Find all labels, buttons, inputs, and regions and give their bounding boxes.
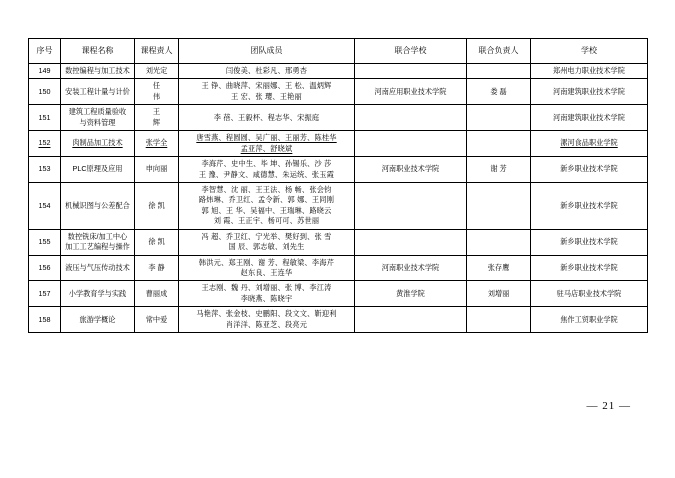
table-row [29, 281, 648, 307]
team-members [179, 255, 355, 281]
course-leader-line: 徐 凯 [148, 200, 165, 210]
team-members-line: 王 豫、尹静文、咸德慧、朱运统、张玉霞 [198, 169, 335, 179]
course-leader-line: 刘光定 [145, 66, 168, 75]
joint-leader [467, 79, 531, 105]
university-line: 新乡职业技术学院 [560, 262, 618, 272]
course-leader [135, 281, 179, 307]
joint-school-line: 河南应用职业技术学院 [374, 86, 447, 96]
course-name [61, 131, 135, 157]
course-leader [135, 229, 179, 255]
row-number: 158 [29, 307, 61, 333]
course-leader-line: 申向丽 [145, 164, 168, 174]
university [531, 229, 648, 255]
column-header-university: 学校 [531, 39, 648, 64]
course-leader-line: 李 静 [148, 262, 165, 272]
course-leader-line: 伟 [152, 91, 161, 101]
joint-leader [467, 229, 531, 255]
team-members-line: 李 蓓、王毅杯、程志华、宋振庭 [213, 112, 320, 122]
team-members-line: 国 辰、郭志敏、刘先生 [228, 242, 305, 252]
course-leader [135, 131, 179, 157]
course-name-line: 液压与气压传动技术 [65, 262, 130, 272]
joint-school [355, 281, 467, 307]
table-body [29, 64, 648, 333]
team-members [179, 157, 355, 183]
row-number: 150 [29, 79, 61, 105]
course-name-line: 数控编程与加工技术 [65, 66, 130, 75]
column-header-course-name: 课程名称 [61, 39, 135, 64]
row-number: 151 [29, 105, 61, 131]
course-leader [135, 307, 179, 333]
course-name-line: 机械识图与公差配合 [65, 200, 130, 210]
table-row [29, 131, 648, 157]
course-name-line: 建筑工程质量验收 [68, 107, 127, 117]
team-members [179, 79, 355, 105]
course-name-line: 安装工程计量与计价 [65, 86, 130, 96]
table-header-row [29, 39, 648, 64]
course-leader [135, 255, 179, 281]
course-name-line: 旅游学概论 [79, 314, 116, 324]
university [531, 105, 648, 131]
row-number: 149 [29, 64, 61, 79]
course-leader [135, 182, 179, 229]
joint-leader [467, 182, 531, 229]
team-members-line: 刘 霞、王正宇、杨可可、苏世丽 [213, 216, 320, 226]
joint-leader [467, 157, 531, 183]
joint-leader [467, 255, 531, 281]
course-name-line: PLC原理及应用 [72, 164, 123, 174]
course-name-line: 加工工艺编程与操作 [65, 242, 130, 252]
course-leader [135, 105, 179, 131]
course-leader [135, 64, 179, 79]
team-members-line: 冯 超、乔卫红、宁光举、樊好到、张 雪 [201, 231, 332, 241]
joint-leader [467, 105, 531, 131]
team-members-line: 郭 旭、王 华、吴福中、王瑞琳、路晓云 [201, 205, 332, 215]
joint-leader-line: 刘增丽 [487, 288, 510, 298]
table-row [29, 105, 648, 131]
team-members-line: 肖洋洋、陈亚芝、段亮元 [225, 319, 308, 329]
row-number: 154 [29, 182, 61, 229]
team-members-line: 李智慧、沈 丽、王王法、杨 畅、张会钧 [201, 184, 332, 194]
joint-school [355, 255, 467, 281]
table-row [29, 157, 648, 183]
university-line: 河南建筑职业技术学院 [553, 112, 625, 122]
course-table [28, 38, 648, 333]
course-leader-line: 张学全 [145, 138, 168, 148]
team-members-line: 王 铮、曲晓萍、宋丽娜、王 松、温炳辉 [201, 81, 332, 91]
university [531, 281, 648, 307]
table-row [29, 255, 648, 281]
joint-leader-line: 娄 磊 [490, 86, 507, 96]
joint-leader [467, 281, 531, 307]
university-line: 漯河食品职业学院 [560, 138, 618, 148]
joint-school [355, 105, 467, 131]
team-members-line: 孟亚萍、舒晓斌 [240, 143, 293, 153]
course-name-line: 与资料管理 [79, 117, 116, 127]
joint-school [355, 182, 467, 229]
course-leader-line: 辉 [152, 117, 161, 127]
university-line: 驻马店职业技术学院 [556, 288, 622, 298]
joint-school-line: 河南职业技术学院 [381, 164, 440, 174]
row-number: 152 [29, 131, 61, 157]
course-leader [135, 79, 179, 105]
table-row [29, 229, 648, 255]
university [531, 79, 648, 105]
team-members [179, 281, 355, 307]
joint-school [355, 229, 467, 255]
university [531, 131, 648, 157]
course-name [61, 281, 135, 307]
university [531, 157, 648, 183]
joint-school [355, 307, 467, 333]
column-header-course-leader: 课程责人 [135, 39, 179, 64]
course-name [61, 182, 135, 229]
course-name [61, 229, 135, 255]
team-members [179, 64, 355, 79]
university-line: 焦作工贸职业学院 [560, 314, 618, 324]
course-leader-line: 徐 凯 [148, 236, 165, 246]
university-line: 新乡职业技术学院 [560, 200, 618, 210]
table-row [29, 307, 648, 333]
university-line: 新乡职业技术学院 [560, 164, 618, 174]
table-row [29, 182, 648, 229]
team-members-line: 韩洪元、郑王刚、谢 芳、程敏梁、李海芹 [198, 257, 335, 267]
course-name [61, 157, 135, 183]
university-line: 河南建筑职业技术学院 [553, 86, 625, 96]
joint-leader-line: 谢 芳 [490, 164, 507, 174]
course-leader [135, 157, 179, 183]
team-members-line: 李晓燕、陈晓宇 [240, 293, 293, 303]
team-members [179, 131, 355, 157]
table-row [29, 79, 648, 105]
row-number: 155 [29, 229, 61, 255]
team-members [179, 229, 355, 255]
column-header-team-members: 团队成员 [179, 39, 355, 64]
joint-leader [467, 64, 531, 79]
team-members [179, 307, 355, 333]
team-members-line: 赵东良、王连华 [240, 268, 293, 277]
team-members [179, 105, 355, 131]
column-header-joint-leader: 联合负责人 [467, 39, 531, 64]
university [531, 255, 648, 281]
team-members-line: 唐雪燕、程圆圆、吴广丽、王丽芳、陈桂华 [196, 133, 337, 143]
course-name [61, 79, 135, 105]
table-row [29, 64, 648, 79]
team-members-line: 路炜琳、乔卫红、孟令新、郭 娜、王同刚 [198, 195, 335, 205]
joint-school [355, 131, 467, 157]
joint-school [355, 64, 467, 79]
joint-school-line: 河南职业技术学院 [381, 262, 440, 272]
course-leader-line: 王 [152, 107, 161, 117]
joint-school [355, 157, 467, 183]
university [531, 182, 648, 229]
row-number: 153 [29, 157, 61, 183]
university [531, 307, 648, 333]
joint-leader-line: 张存鹰 [487, 262, 510, 272]
university-line: 新乡职业技术学院 [560, 236, 618, 246]
course-name [61, 105, 135, 131]
row-number: 156 [29, 255, 61, 281]
course-leader-line: 常中爱 [145, 314, 168, 324]
course-name-line: 肉制品加工技术 [72, 138, 123, 148]
row-number: 157 [29, 281, 61, 307]
joint-school [355, 79, 467, 105]
course-name-line: 数控铣床/加工中心 [67, 231, 128, 241]
team-members-line: 王 宏、张 璎、王艳丽 [231, 91, 302, 101]
page-number: — 21 — [586, 400, 631, 412]
team-members-line: 王志刚、魏 丹、刘增丽、张 博、李江涛 [201, 283, 332, 293]
team-members-line: 李海芹、史中生、毕 坤、孙锡乐、沙 莎 [201, 159, 332, 169]
course-leader-line: 任 [152, 81, 161, 91]
course-name [61, 64, 135, 79]
column-header-no: 序号 [29, 39, 61, 64]
joint-school-line: 黄淮学院 [396, 288, 425, 298]
team-members [179, 182, 355, 229]
team-members-line: 闫俊美、杜彩凡、邢勇杏 [225, 66, 308, 75]
course-leader-line: 曹丽成 [145, 288, 168, 298]
university-line: 郑州电力职业技术学院 [553, 66, 625, 75]
university [531, 64, 648, 79]
team-members-line: 马艳萍、张金枝、史鹏阳、段文文、靳迎利 [196, 309, 337, 319]
joint-leader [467, 131, 531, 157]
column-header-joint-school: 联合学校 [355, 39, 467, 64]
course-name-line: 小学教育学与实践 [68, 288, 127, 298]
joint-leader [467, 307, 531, 333]
course-name [61, 255, 135, 281]
course-name [61, 307, 135, 333]
